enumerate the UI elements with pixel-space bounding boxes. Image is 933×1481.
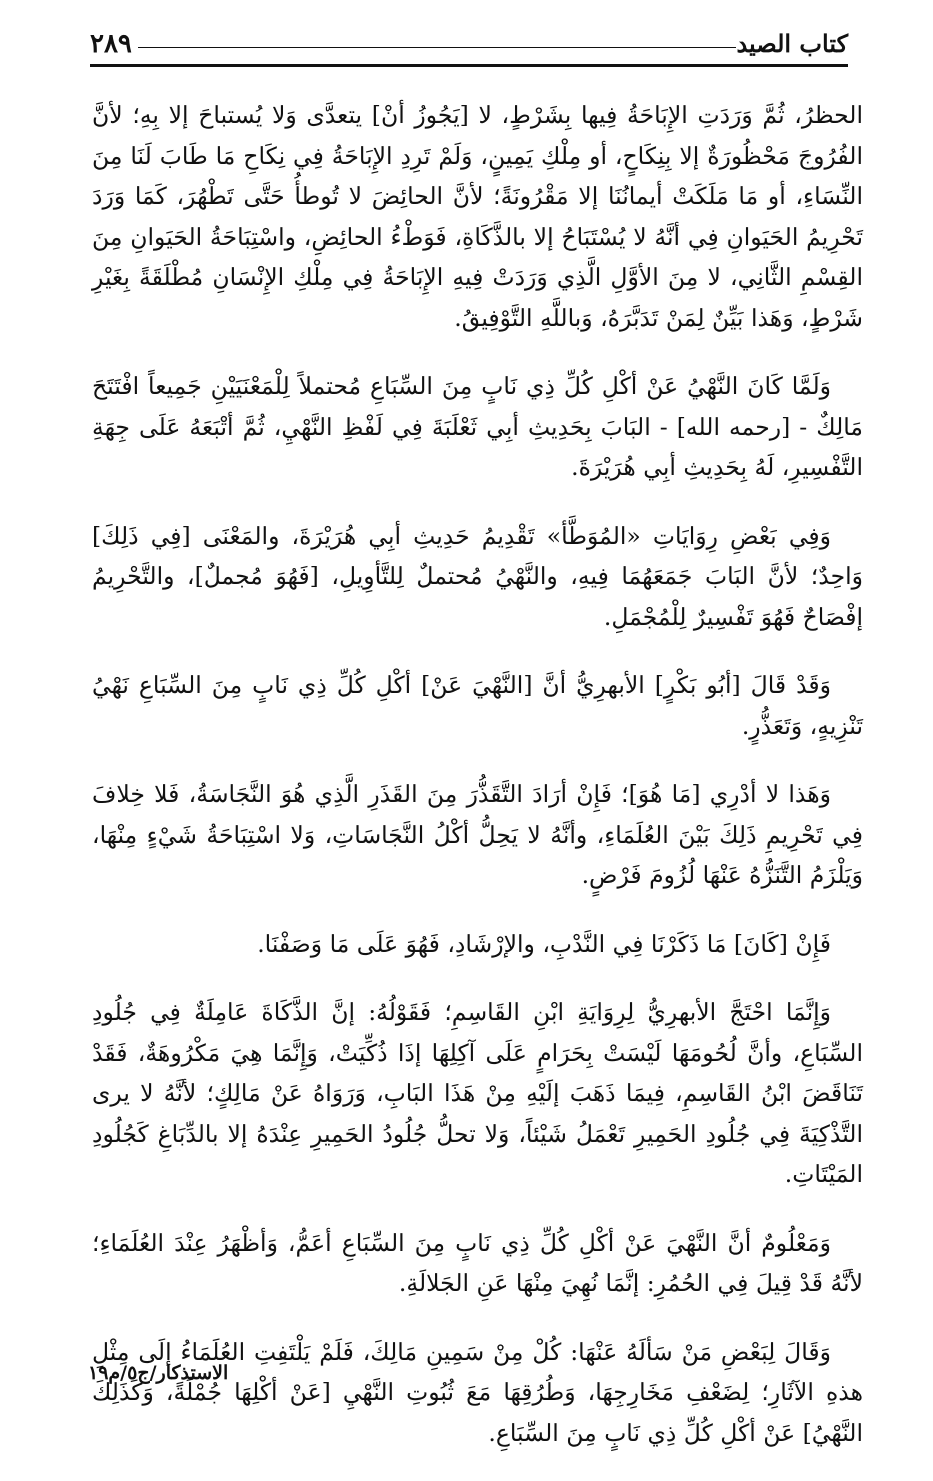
paragraph-3: وَفِي بَعْضِ رِوَايَاتِ «المُوَطَّأ» تَقْدِيمُ حَدِيثِ أبِي هُرَيْرَةَ، والمَعْنَى [فِي ذَلِكَ] وَاحِدٌ؛ لأنَّ البَابَ جَمَعَهُمَا فِيهِ، والنَّهْيُ مُحتملٌ لِلتَّأوِيلِ، [فَهُوَ مُجملٌ]، والتَّحْرِيمُ إفْصَاحٌ فَهُوَ تَفْسِيرٌ لِلْمُجْمَلِ.: [92, 521, 863, 631]
paragraph-4: وَقَدْ قَالَ [أبُو بَكْرٍ] الأبهرِيُّ أنَّ [النَّهْيَ عَنْ] أكْلِ كُلِّ ذِي نَابٍ مِنَ السِّبَاعِ نَهْيُ تَنْزِيهٍ، وَتَعَذُّرٍ.: [92, 671, 863, 740]
header-leader-rule: [138, 47, 736, 48]
paragraph-1: الحظرُ، ثُمَّ وَرَدَتِ الإِبَاحَةُ فِيها بِشَرْطٍ، لا [يَجُوزُ أنْ] يتعدَّى وَلا يُستباحَ إلا بِهِ؛ لأنَّ الفُرُوجَ مَحْظُورَةٌ إلا بِنِكَاحٍ، أو مِلْكِ يَمِينٍ، وَلَمْ تَرِدِ الإِبَاحَةُ فِي نِكَاحِ مَا طَابَ لَنَا مِنَ النِّسَاءِ، أو مَا مَلَكَتْ أيمانُنَا إلا مَقْرُونَةً؛ لأنَّ الحائِضَ لا تُوطأُ حَتَّى تَطْهُرَ، كَمَا وَرَدَ تَحْرِيمُ الحَيَوانِ فِي أنَّهُ لا يُسْتَبَاحُ إلا بالذَّكَاةِ، فَوَطْءُ الحائِضِ، واسْتِبَاحَةُ الحَيَوانِ مِنَ القِسْمِ الثَّانِي، لا مِنَ الأوَّلِ الَّذِي وَرَدَتْ فِيهِ الإِبَاحَةُ فِي مِلْكِ الإِنْسَانِ مُطْلَقَةً بِغَيْرِ شَرْطٍ، وَهَذا بَيِّنٌ لِمَنْ تَدَبَّرَهُ، وَباللَّهِ التَّوْفِيقُ.: [92, 101, 863, 332]
page-header: [90, 28, 848, 68]
running-title: كتاب الصيد: [736, 29, 848, 58]
main-text: [92, 95, 863, 1481]
paragraph-2: وَلَمَّا كَانَ النَّهْيُ عَنْ أكْلِ كُلِّ ذِي نَابٍ مِنَ السِّبَاعِ مُحتملاً لِلْمَعْنَيَيْنِ جَمِيعاً افْتَتَحَ مَالِكٌ - [رحمه الله] - البَابَ بِحَدِيثِ أبِي ثَعْلَبَةَ فِي لَفْظِ النَّهْيِ، ثُمَّ أتْبَعَهُ عَلَى جِهَةِ التَّفْسِيرِ، لَهُ بِحَدِيثِ أبِي هُرَيْرَةَ.: [92, 372, 863, 481]
page-number: ٢٨٩: [90, 29, 132, 59]
paragraph-8: وَمَعْلُومٌ أنَّ النَّهْيَ عَنْ أكْلِ كُلِّ ذِي نَابٍ مِنَ السِّبَاعِ أعَمُّ، وَأظْهَرُ عِنْدَ العُلَمَاءِ؛ لأنَّهُ قَدْ قِيلَ فِي الحُمُرِ: إنَّمَا نُهِيَ مِنْهَا عَنِ الجَلالَةِ.: [92, 1228, 863, 1297]
footer-signature: الاستذكار/ج٥/م١٩: [88, 1362, 229, 1384]
header-rule: [90, 64, 848, 67]
paragraph-7: وَإِنَّمَا احْتَجَّ الأبهرِيُّ لِرِوَايَةِ ابْنِ القَاسِمِ؛ فَقَوْلُهُ: إنَّ الذَّكَاةَ عَامِلَةٌ فِي جُلُودِ السِّبَاعِ، وأنَّ لُحُومَهَا لَيْسَتْ بِحَرَامٍ عَلَى آكِلِهَا إذَا ذُكِّيَتْ، وَإِنَّمَا هِيَ مَكْرُوهَةٌ، فَقَدْ تَنَاقَضَ ابْنُ القَاسِمِ، فِيمَا ذَهَبَ إلَيْهِ مِنْ هَذَا البَابِ، وَرَوَاهُ عَنْ مَالِكٍ؛ لأنَّهُ لا يرى التَّذْكِيَةَ فِي جُلُودِ الحَمِيرِ تَعْمَلُ شَيْئاً، وَلا تحلُّ جُلُودُ الحَمِيرِ عِنْدَهُ إلا بالدِّبَاغِ كَجُلُودِ المَيْتَاتِ.: [92, 998, 863, 1188]
paragraph-9: وَقَالَ لِبَعْضِ مَنْ سَألَهُ عَنْهَا: كُلْ مِنْ سَمِينِ مَالِكَ، فَلَمْ يَلْتَفِتِ العُلَمَاءُ إلَى مِثْلِ هذهِ الآثَارِ؛ لِضَعْفِ مَخَارِجِهَا، وَطُرُقِهَا مَعَ ثُبُوتِ النَّهْيِ [عَنْ أكْلِهَا جُمْلَةً، وَكَذَلِكَ النَّهْيُ] عَنْ أكْلِ كُلِّ ذِي نَابٍ مِنَ السِّبَاعِ.: [92, 1337, 863, 1447]
paragraph-6: فَإِنْ [كَانَ] مَا ذَكَرْنَا فِي النَّدْبِ، والإرْشَادِ، فَهُوَ عَلَى مَا وَصَفْنَا.: [257, 929, 831, 958]
paragraph-5: وَهَذا لا أدْرِي [مَا هُوَ]؛ فَإِنْ أرَادَ التَّقَذُّرَ مِنَ القَذَرِ الَّذِي هُوَ النَّجَاسَةُ، فَلا خِلافَ فِي تَحْرِيمِ ذَلِكَ بَيْنَ العُلَمَاءِ، وأنَّهُ لا يَحِلُّ أكْلُ النَّجَاسَاتِ، وَلا اسْتِبَاحَةُ شَيْءٍ مِنْهَا، وَيَلْزَمُ التَّنَزُّهُ عَنْهَا لُزُومَ فَرْضٍ.: [92, 780, 863, 889]
